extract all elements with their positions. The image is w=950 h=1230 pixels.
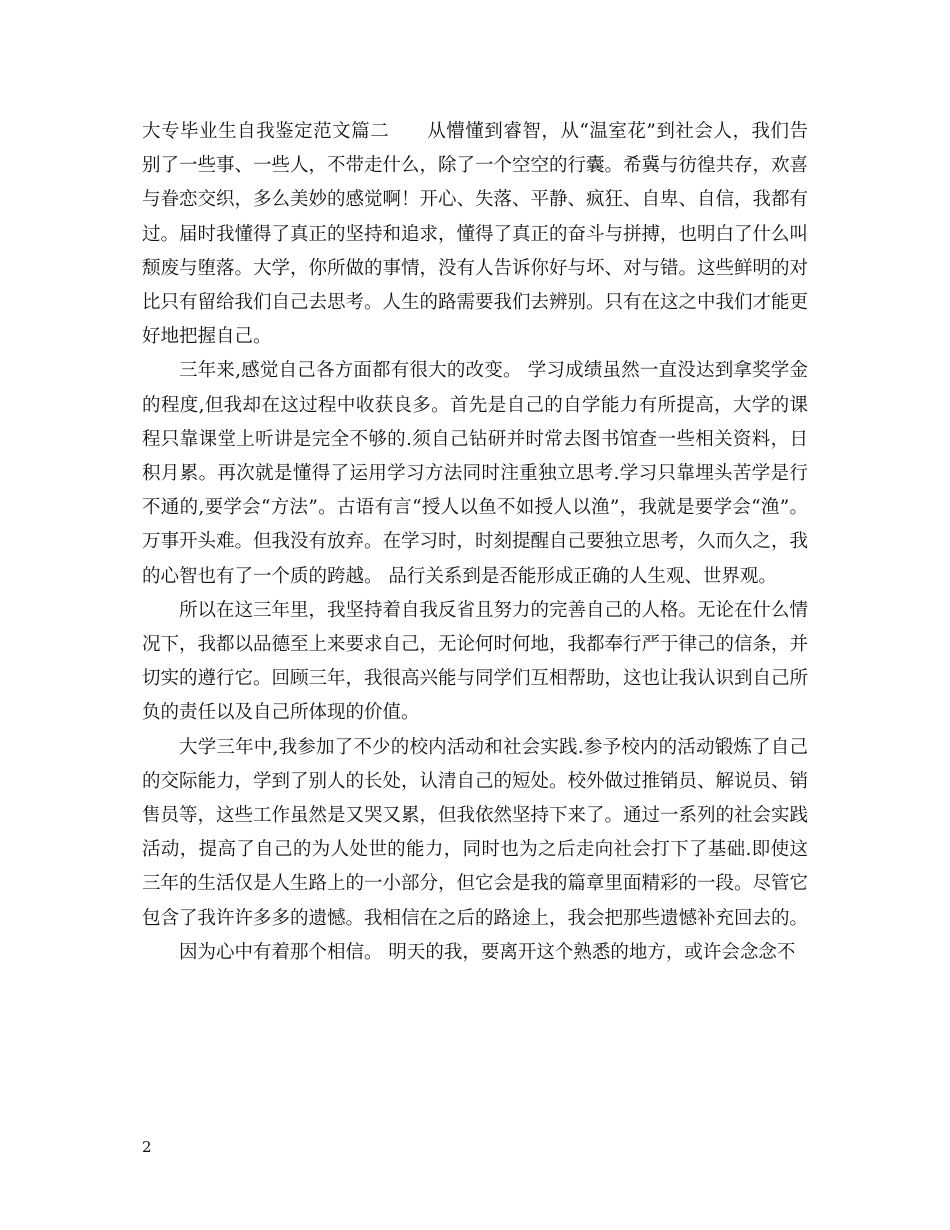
paragraph-3: 所以在这三年里，我坚持着自我反省且努力的完善自己的人格。无论在什么情况下，我都以品德至上来要求自己，无论何时何地，我都奉行严于律己的信条，并切实的遵行它。回顾三年，我很高兴能与同学们互相帮助，这也让我认识到自己所负的责任以及自己所体现的价值。 [142, 599, 809, 724]
paragraph-1: 大专毕业生自我鉴定范文篇二 从懵懂到睿智，从“温室花”到社会人，我们告别了一些事、一些人，不带走什么，除了一个空空的行囊。希冀与彷徨共存，欢喜与眷恋交织，多么美妙的感觉啊！开心、失落、平静、疯狂、自卑、自信，我都有过。届时我懂得了真正的坚持和追求，懂得了真正的奋斗与拼搏，也明白了什么叫颓废与堕落。大学，你所做的事情，没有人告诉你好与坏、对与错。这些鲜明的对比只有留给我们自己去思考。人生的路需要我们去辨别。只有在这之中我们才能更好地把握自己。 [142, 121, 809, 348]
page-number: 2 [142, 1138, 152, 1156]
paragraph-5: 因为心中有着那个相信。 明天的我，要离开这个熟悉的地方，或许会念念不 [179, 941, 796, 963]
paragraph-2: 三年来,感觉自己各方面都有很大的改变。 学习成绩虽然一直没达到拿奖学金的程度,但我却在这过程中收获良多。首先是自己的自学能力有所提高，大学的课程只靠课堂上听讲是完全不够的.须自己钻研并时常去图书馆查一些相关资料，日积月累。再次就是懂得了运用学习方法同时注重独立思考.学习只靠埋头苦学是行不通的,要学会“方法”。古语有言“授人以鱼不如授人以渔”，我就是要学会“渔”。万事开头难。但我没有放弃。在学习时，时刻提醒自己要独立思考，久而久之，我的心智也有了一个质的跨越。 品行关系到是否能形成正确的人生观、世界观。 [142, 360, 809, 587]
document-body [142, 115, 808, 970]
paragraph-4: 大学三年中,我参加了不少的校内活动和社会实践.参予校内的活动锻炼了自己的交际能力，学到了别人的长处，认清自己的短处。校外做过推销员、解说员、销售员等，这些工作虽然是又哭又累，但我依然坚持下来了。通过一系列的社会实践活动，提高了自己的为人处世的能力，同时也为之后走向社会打下了基础.即使这三年的生活仅是人生路上的一小部分，但它会是我的篇章里面精彩的一段。尽管它包含了我许许多多的遗憾。我相信在之后的路途上，我会把那些遗憾补充回去的。 [142, 736, 809, 929]
